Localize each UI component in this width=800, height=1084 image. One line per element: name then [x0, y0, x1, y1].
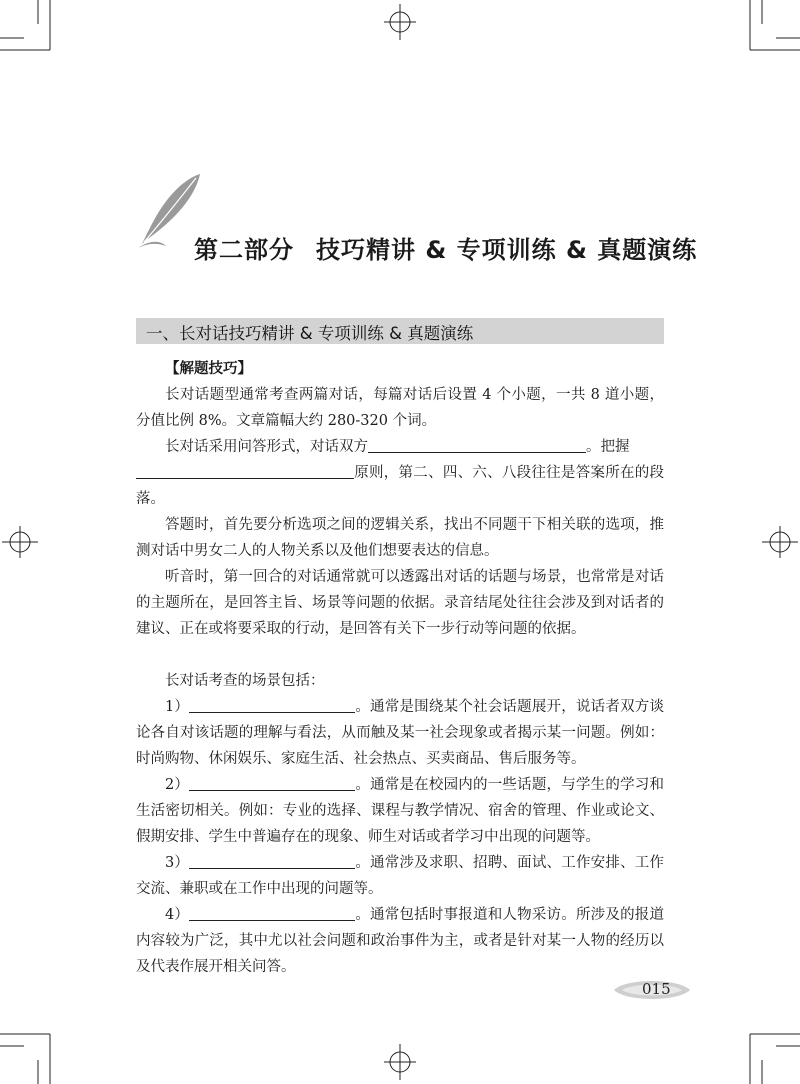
page-number: 015: [642, 980, 671, 998]
part-title-block: [136, 170, 696, 270]
scene-item: [136, 772, 664, 850]
registration-mark-left: [2, 526, 38, 558]
scene-item: [136, 850, 664, 902]
scene-number: 1）: [165, 699, 190, 715]
tips-label: 【解题技巧】: [165, 360, 252, 377]
fill-blank: [368, 436, 586, 453]
scenes-intro: 长对话考查的场景包括：: [165, 673, 325, 689]
scene-text: 。通常包括时事报道和人物采访。所涉及的报道内容较为广泛，其中尤以社会问题和政治事件为主，或者是针对某一人物的经历以及代表作展开相关问答。: [136, 907, 664, 975]
fill-blank: [189, 904, 355, 921]
section-bar: [136, 318, 664, 344]
paragraph-overview: 长对话题型通常考查两篇对话，每篇对话后设置 4 个小题，一共 8 道小题，分值比例 8%。文章篇幅大约 280-320 个词。: [136, 387, 664, 429]
fill-blank: [136, 462, 354, 479]
registration-mark-top: [384, 4, 416, 40]
registration-mark-bottom: [384, 1044, 416, 1080]
paragraph-listening: 听音时，第一回合的对话通常就可以透露出对话的话题与场景，也常常是对话的主题所在，是回答主旨、场景等问题的依据。录音结尾处往往会涉及到对话者的建议、正在或将要采取的行动，是回答有关下一步行动等问题的依据。: [136, 569, 664, 637]
section-heading: 一、长对话技巧精讲 & 专项训练 & 真题演练: [146, 324, 474, 343]
page-number-badge: [612, 975, 692, 1005]
scene-text: 。通常是在校园内的一些话题，与学生的学习和生活密切相关。例如：专业的选择、课程与教学情况、宿舍的管理、作业或论文、假期安排、学生中普遍存在的现象、师生对话或者学习中出现的问题等。: [136, 777, 664, 845]
scene-item: [136, 694, 664, 772]
fill-blank: [189, 774, 355, 791]
format-text-mid: 。把握: [586, 439, 630, 455]
scene-number: 3）: [165, 855, 190, 871]
format-text-start: 长对话采用问答形式，对话双方: [165, 439, 368, 455]
fill-blank: [189, 852, 355, 869]
part-number-label: 第二部分: [194, 236, 294, 264]
scene-text: 。通常涉及求职、招聘、面试、工作安排、工作交流、兼职或在工作中出现的问题等。: [136, 855, 664, 897]
part-heading: [194, 230, 697, 265]
format-text-end: 原则，第二、四、六、八段往往是答案所在的段落。: [136, 465, 664, 507]
fill-blank: [189, 696, 355, 713]
part-title: 技巧精讲 & 专项训练 & 真题演练: [316, 236, 698, 264]
scene-text: 。通常是围绕某个社会话题展开，说话者双方谈论各自对该话题的理解与看法，从而触及某一社会现象或者揭示某一问题。例如：时尚购物、休闲娱乐、家庭生活、社会热点、买卖商品、售后服务等。: [136, 699, 664, 767]
registration-mark-right: [762, 526, 798, 558]
body-content: [136, 356, 664, 980]
spacer: [136, 642, 664, 668]
scene-number: 4）: [165, 907, 190, 923]
scene-item: [136, 902, 664, 980]
paragraph-answering: 答题时，首先要分析选项之间的逻辑关系，找出不同题干下相关联的选项，推测对话中男女二人的人物关系以及他们想要表达的信息。: [136, 517, 664, 559]
paragraph-format: [136, 434, 664, 512]
scene-number: 2）: [165, 777, 190, 793]
